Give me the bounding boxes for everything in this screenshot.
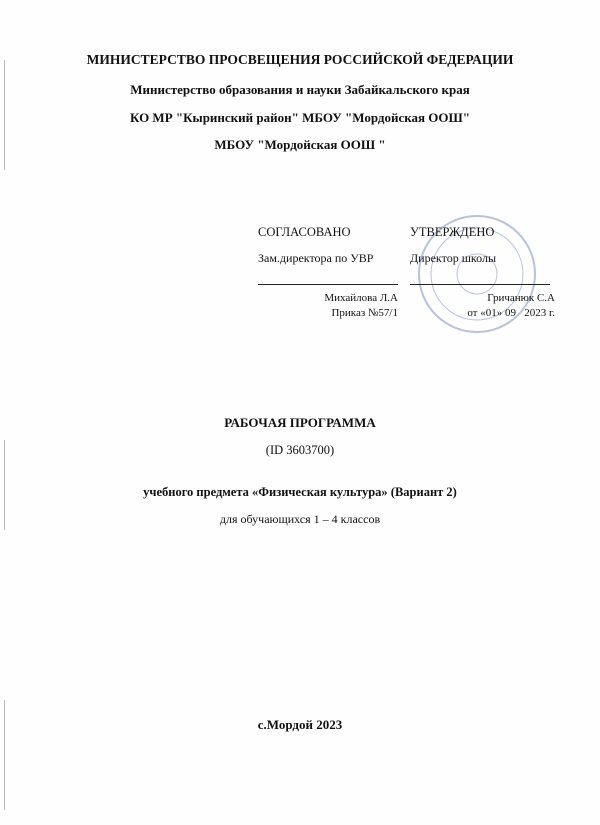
school-heading: МБОУ "Мордойская ООШ " (214, 137, 386, 152)
approved-heading: УТВЕРЖДЕНО (410, 225, 495, 239)
regional-ministry-heading: Министерство образования и науки Забайкальского края (130, 82, 470, 97)
approved-date: от «01» 09 2023 г. (467, 307, 555, 319)
approved-role: Директор школы (410, 251, 497, 265)
program-subject: учебного предмета «Физическая культура» (Вариант 2) (143, 485, 457, 499)
agreed-role: Зам.директора по УВР (258, 251, 374, 265)
program-id: (ID 3603700) (265, 443, 335, 457)
agreed-order: Приказ №57/1 (331, 307, 398, 319)
district-heading: КО МР "Кыринский район" МБОУ "Мордойская ООШ" (129, 110, 471, 125)
program-audience: для обучающихся 1 – 4 классов (219, 512, 381, 526)
place-year: с.Мордой 2023 (257, 717, 343, 732)
approved-signature-line (410, 284, 550, 285)
approved-name: Гричанюк С.А (487, 292, 555, 304)
program-title: РАБОЧАЯ ПРОГРАММА (224, 415, 376, 430)
agreed-name: Михайлова Л.А (324, 292, 398, 304)
agreed-heading: СОГЛАСОВАНО (258, 225, 351, 239)
ministry-heading: МИНИСТЕРСТВО ПРОСВЕЩЕНИЯ РОССИЙСКОЙ ФЕДЕРАЦИИ (86, 52, 514, 67)
agreed-signature-line (258, 284, 398, 285)
